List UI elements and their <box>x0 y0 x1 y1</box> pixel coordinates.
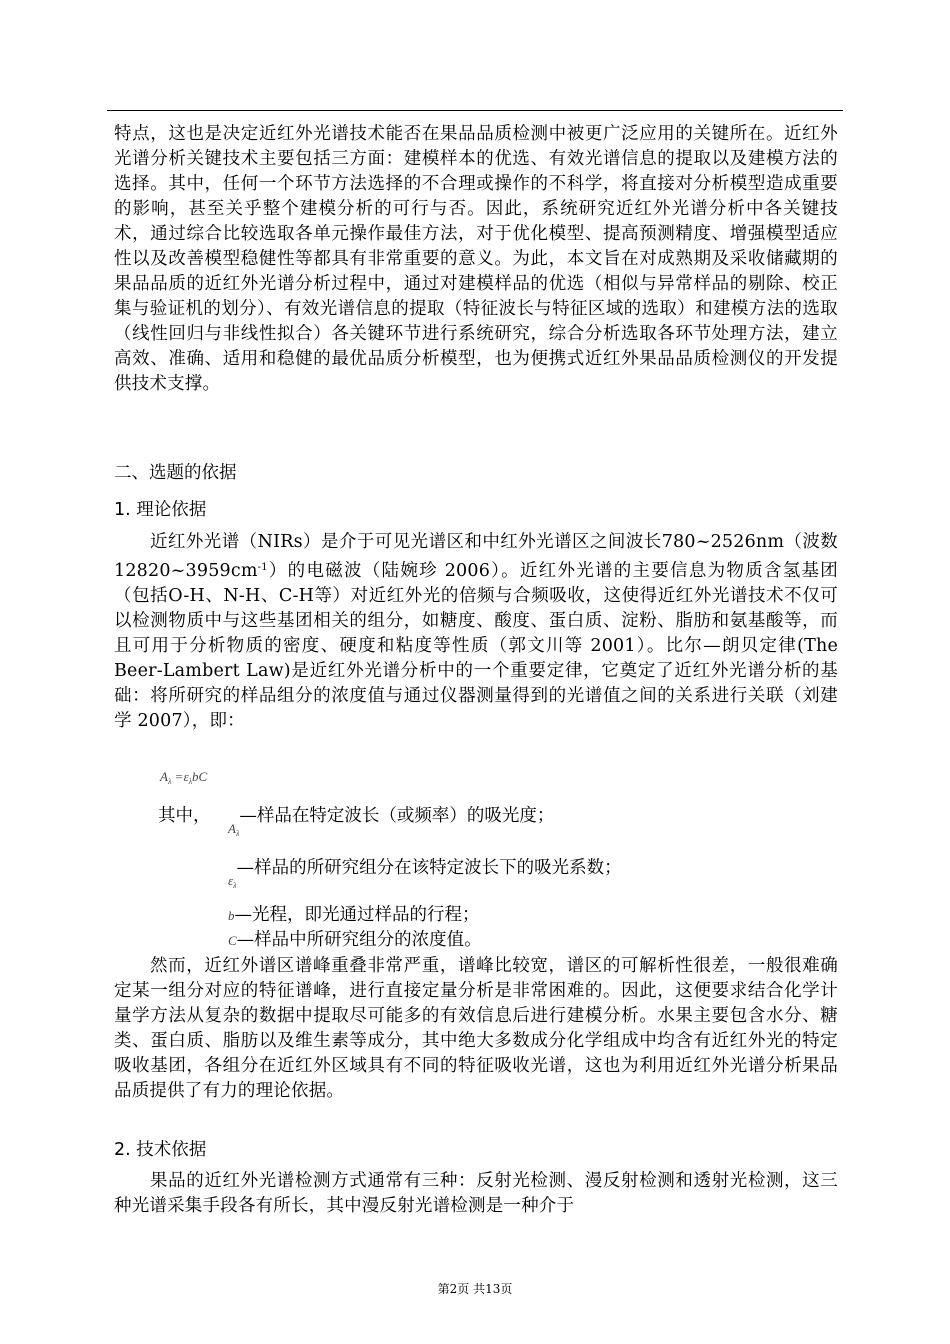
formula-equals: = <box>174 769 184 784</box>
definition-absorbance-text: —样品在特定波长（或频率）的吸光度； <box>239 806 555 826</box>
header-rule <box>107 110 843 111</box>
definition-path-length <box>228 903 480 928</box>
symbol-epsilon: ελ <box>228 873 237 890</box>
subsection-heading-technical: 2. 技术依据 <box>114 1140 207 1160</box>
formula-epsilon-sub: λ <box>188 777 193 786</box>
definition-absorptivity <box>228 856 622 890</box>
formula-lambda-sub: λ <box>167 777 172 786</box>
subsection-heading-theory: 1. 理论依据 <box>114 500 207 520</box>
theory-text-a: 近红外光谱（NIRs）是介于可见光谱区和中红外光谱区之间波长780~2526nm（波数12820~3959cm <box>114 532 838 581</box>
page-footer: 第2页 共13页 <box>437 1282 513 1296</box>
formula-epsilon: ε <box>183 769 189 784</box>
where-label: 其中， <box>158 806 211 826</box>
formula-absorbance: A <box>160 769 168 784</box>
technical-paragraph-1: 果品的近红外光谱检测方式通常有三种：反射光检测、漫反射检测和透射光检测，这三种光谱采集手段各有所长，其中漫反射光谱检测是一种介于 <box>114 1171 838 1216</box>
definition-concentration <box>228 928 482 953</box>
intro-paragraph: 特点，这也是决定近红外光谱技术能否在果品品质检测中被更广泛应用的关键所在。近红外光谱分析关键技术主要包括三方面：建模样本的优选、有效光谱信息的提取以及建模方法的选择。其中，任何一个环节方法选择的不合理或操作的不科学，将直接对分析模型造成重要的影响，甚至关乎整个建模分析的可行与否。因此，系统研究近红外光谱分析中各关键技术，通过综合比较选取各单元操作最佳方法，对于优化模型、提高预测精度、增强模型适应性以及改善模型稳健性等都具有非常重要的意义。为此，本文旨在对成熟期及采收储藏期的果品品质的近红外光谱分析过程中，通过对建模样品的优选（相似与异常样品的剔除、校正集与验证机的划分）、有效光谱信息的提取（特征波长与特征区域的选取）和建模方法的选取（线性回归与非线性拟合）各关键环节进行系统研究，综合分析选取各环节处理方法，建立高效、准确、适用和稳健的最优品质分析模型，也为便携式近红外果品品质检测仪的开发提供技术支撑。 <box>114 124 838 394</box>
theory-text-b: ）的电磁波（陆婉珍 2006）。近红外光谱的主要信息为物质含氢基团（包括O-H、N-H、C-H等）对近红外光的倍频与合频吸收，这使得近红外光谱技术不仅可以检测物质中与这些基团相关的组分，如糖度、酸度、蛋白质、淀粉、脂肪和氨基酸等，而且可用于分析物质的密度、硬度和粘度等性质（郭文川等 2001）。比尔—朗贝定律(The Beer-Lambert Law)是近红外光谱分析中的一个重要定律，它奠定了近红外光谱分析的基础：将所研究的样品组分的浓度值与通过仪器测量得到的光谱值之间的关系进行关联（刘建学 2007），即： <box>114 561 838 731</box>
definition-concentration-text: —样品中所研究组分的浓度值。 <box>236 930 482 950</box>
beer-lambert-formula <box>160 769 207 786</box>
formula-bc: bC <box>192 769 208 784</box>
symbol-b: b <box>228 908 235 923</box>
section-heading: 二、选题的依据 <box>114 463 237 483</box>
definition-absorbance <box>228 804 555 838</box>
symbol-c: C <box>228 933 237 948</box>
theory-paragraph-2: 然而，近红外谱区谱峰重叠非常严重，谱峰比较宽，谱区的可解析性很差，一般很难确定某一组分对应的特征谱峰，进行直接定量分析是非常困难的。因此，这便要求结合化学计量学方法从复杂的数据中提取尽可能多的有效信息后进行建模分析。水果主要包含水分、糖类、蛋白质、脂肪以及维生素等成分，其中绝大多数成分化学组成中均含有近红外光的特定吸收基团，各组分在近红外区域具有不同的特征吸收光谱，这也为利用近红外光谱分析果品品质提供了有力的理论依据。 <box>114 956 838 1101</box>
definition-absorptivity-text: —样品的所研究组分在该特定波长下的吸光系数； <box>236 858 622 878</box>
theory-paragraph-1 <box>114 530 838 734</box>
definition-path-length-text: —光程，即光通过样品的行程； <box>234 905 480 925</box>
wavenumber-superscript: -1 <box>257 562 268 573</box>
symbol-a: Aλ <box>228 821 240 838</box>
